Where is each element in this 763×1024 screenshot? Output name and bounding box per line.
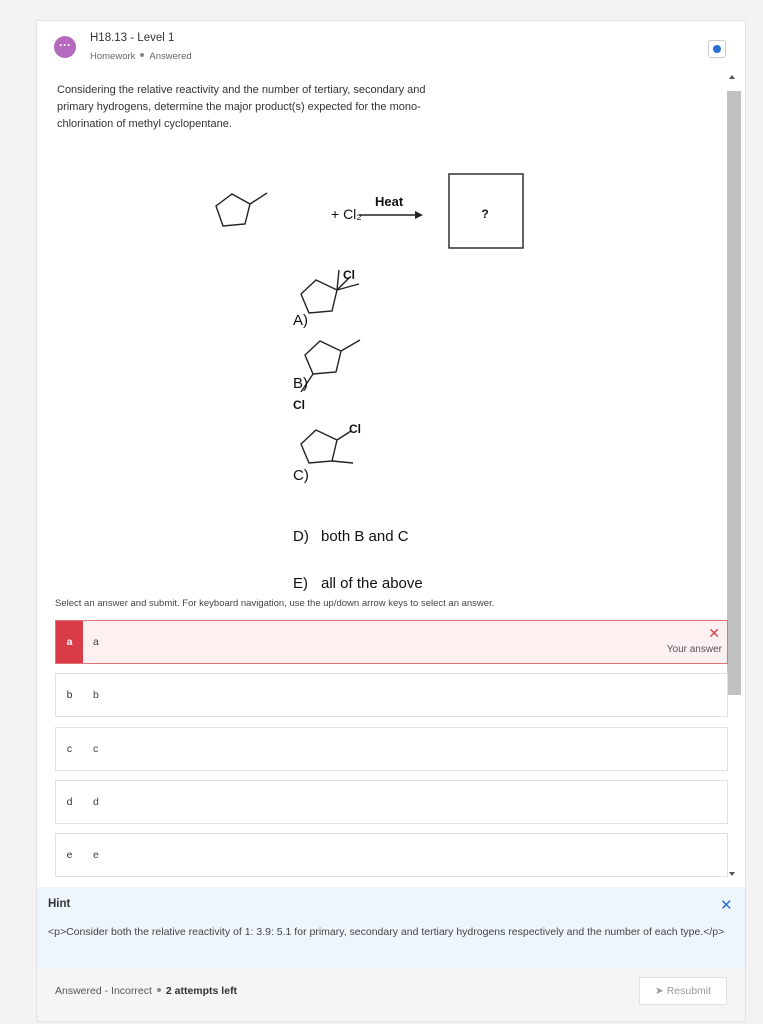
answer-option-a[interactable] [55,620,728,664]
choice-d-text: both B and C [321,528,409,545]
assignment-title: H18.13 - Level 1 [90,32,175,44]
choice-a-cl: Cl [343,268,355,282]
assignment-type: Homework [90,51,136,62]
hint-text: <p>Consider both the relative reactivity of 1: 3.9: 5.1 for primary, secondary and tertiary hydrogens respectively and the number of each type.</p> [48,926,725,938]
choice-c-label: C) [293,467,309,484]
incorrect-x-icon: ✕ [708,625,720,641]
resubmit-label: Resubmit [666,985,712,997]
choice-e-text: all of the above [321,575,423,592]
close-icon[interactable]: ✕ [720,897,733,914]
answer-option-d[interactable] [55,780,728,824]
choice-d-label: D) [293,528,309,545]
option-label: e [93,849,99,861]
choice-b-ring [305,341,341,374]
send-icon: ➤ [654,985,664,997]
choice-b-label: B) [293,375,308,392]
option-label: c [93,743,99,755]
condition-label: Heat [375,194,404,209]
reagent-label: + Cl₂ [331,206,362,222]
assignment-meta [90,51,192,62]
separator-dot [157,988,161,992]
choice-b-cl: Cl [293,398,305,412]
scroll-up-arrow-icon[interactable] [729,75,735,79]
option-letter: b [66,689,73,701]
choice-c-cl: Cl [349,422,361,436]
submission-footer [37,969,745,1021]
answer-option-b[interactable] [55,673,728,717]
resubmit-button[interactable] [639,977,727,1005]
separator-dot [140,53,144,57]
submission-status [55,985,237,997]
choice-a-ring [301,280,337,313]
instruction-text: Select an answer and submit. For keyboard navigation, use the up/down arrow keys to select an answer. [55,598,495,609]
hint-panel [37,887,745,969]
scrollbar-thumb[interactable] [727,91,741,695]
product-placeholder: ? [481,207,489,221]
arrow-head-icon [415,211,423,219]
reactant-cyclopentane [216,194,250,226]
option-letter: e [66,849,73,861]
option-letter: c [66,743,73,755]
choice-c-ring [301,430,337,463]
info-button[interactable] [708,40,726,58]
info-icon [713,45,721,53]
result-text: Answered - Incorrect [55,985,152,997]
option-label: a [93,636,99,648]
option-label: d [93,796,99,808]
choice-a-label: A) [293,312,308,329]
answer-option-e[interactable] [55,833,728,877]
choice-e-label: E) [293,575,308,592]
chat-bubble-icon: ··· [54,36,76,58]
option-letter: d [66,796,73,808]
question-card [36,20,746,1022]
answer-option-c[interactable] [55,727,728,771]
scroll-down-arrow-icon[interactable] [729,872,735,876]
assignment-status: Answered [149,51,192,62]
attempts-left: 2 attempts left [165,985,238,997]
your-answer-tag: Your answer [666,644,722,655]
option-letter: a [56,621,83,663]
question-text: Considering the relative reactivity and the number of tertiary, secondary and primary hydrogens, determine the major product(s) expected for the mono-chlorination of methyl cyclopentane. [57,84,426,130]
reactant-methyl [250,193,267,204]
hint-title: Hint [48,898,71,910]
option-label: b [93,689,99,701]
reaction-figure [187,166,489,592]
